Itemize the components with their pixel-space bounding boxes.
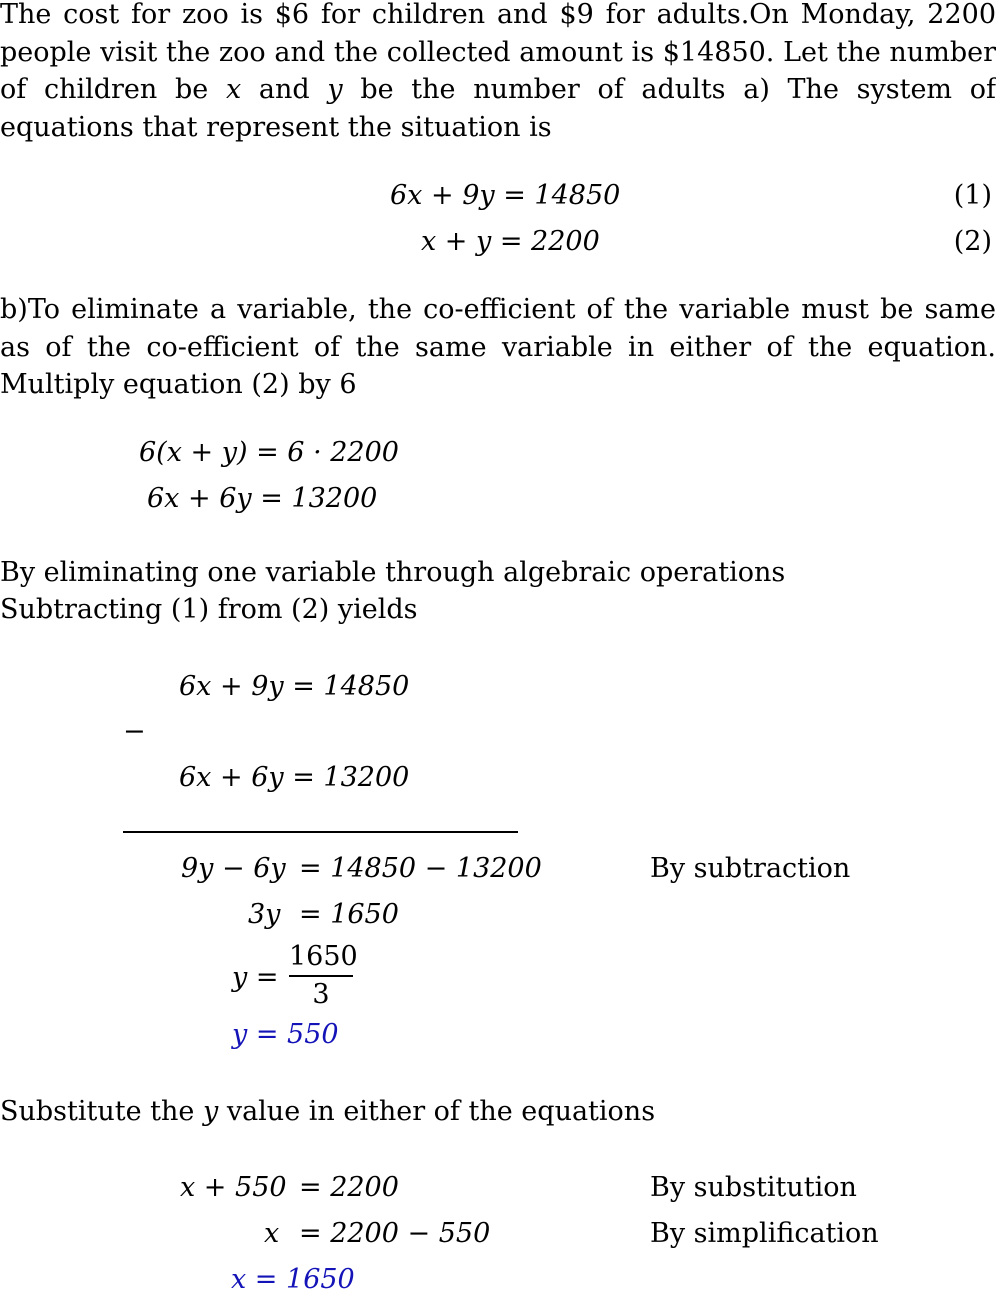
step3-numerator: 1650 xyxy=(289,941,358,972)
intro-var-x: x xyxy=(225,74,242,105)
substitute-text-1: Substitute the xyxy=(0,1096,203,1127)
fraction-bar xyxy=(289,975,353,977)
subtraction-result-lhs: 9y − 6y xyxy=(181,853,286,884)
substitution-row2-rhs: = 2200 − 550 xyxy=(299,1218,491,1249)
subtraction-bottom-equation: 6x + 6y = 13200 xyxy=(179,762,410,793)
intro-text-2: and xyxy=(241,74,328,105)
substitute-text xyxy=(0,1096,655,1128)
subtraction-result-rhs: = 14850 − 13200 xyxy=(299,853,542,884)
subtraction-rule xyxy=(123,831,518,833)
step3-denominator: 3 xyxy=(312,979,330,1010)
subtraction-top-equation: 6x + 9y = 14850 xyxy=(179,671,410,702)
system-equation-2: x + y = 2200 xyxy=(421,226,600,257)
intro-text-1: The cost for zoo is $6 for children and $9 for adults.On Monday, 2200 people visit the zoo and the collected amount is $14850. Let the number of children be xyxy=(0,0,996,105)
substitution-row1-lhs: x + 550 xyxy=(180,1172,287,1203)
substitution-row2-lhs: x xyxy=(264,1218,280,1249)
system-equation-1: 6x + 9y = 14850 xyxy=(390,180,621,211)
substitute-var-y: y xyxy=(202,1096,219,1127)
step3-lhs: y = xyxy=(232,962,279,993)
system-tag-1: (1) xyxy=(953,180,992,211)
answer-x: x = 1650 xyxy=(231,1264,355,1295)
substitute-text-2: value in either of the equations xyxy=(218,1096,656,1127)
intro-text-3: be the number of adults a) The system of equations that represent the situation is xyxy=(0,74,996,143)
eliminating-line-2: Subtracting (1) from (2) yields xyxy=(0,594,418,625)
multiply-equation-2: 6x + 6y = 13200 xyxy=(147,483,378,514)
step2-rhs: = 1650 xyxy=(299,899,399,930)
intro-paragraph xyxy=(0,0,996,146)
system-tag-2: (2) xyxy=(953,226,992,257)
step3-fraction xyxy=(289,941,358,1011)
step2-lhs: 3y xyxy=(248,899,281,930)
substitution-row2-note: By simplification xyxy=(650,1218,879,1249)
substitution-row1-rhs: = 2200 xyxy=(299,1172,399,1203)
eliminating-line-1: By eliminating one variable through algebraic operations xyxy=(0,557,786,588)
answer-y: y = 550 xyxy=(232,1019,339,1050)
substitution-row1-note: By substitution xyxy=(650,1172,857,1203)
subtraction-note: By subtraction xyxy=(650,853,851,884)
multiply-equation-1: 6(x + y) = 6 · 2200 xyxy=(139,437,399,468)
part-b-paragraph: b)To eliminate a variable, the co-efficient of the variable must be same as of the co-efficient of the same variable in either of the equation. Multiply equation (2) by 6 xyxy=(0,294,996,400)
intro-var-y: y xyxy=(327,74,343,105)
subtraction-operator: − xyxy=(123,716,146,747)
